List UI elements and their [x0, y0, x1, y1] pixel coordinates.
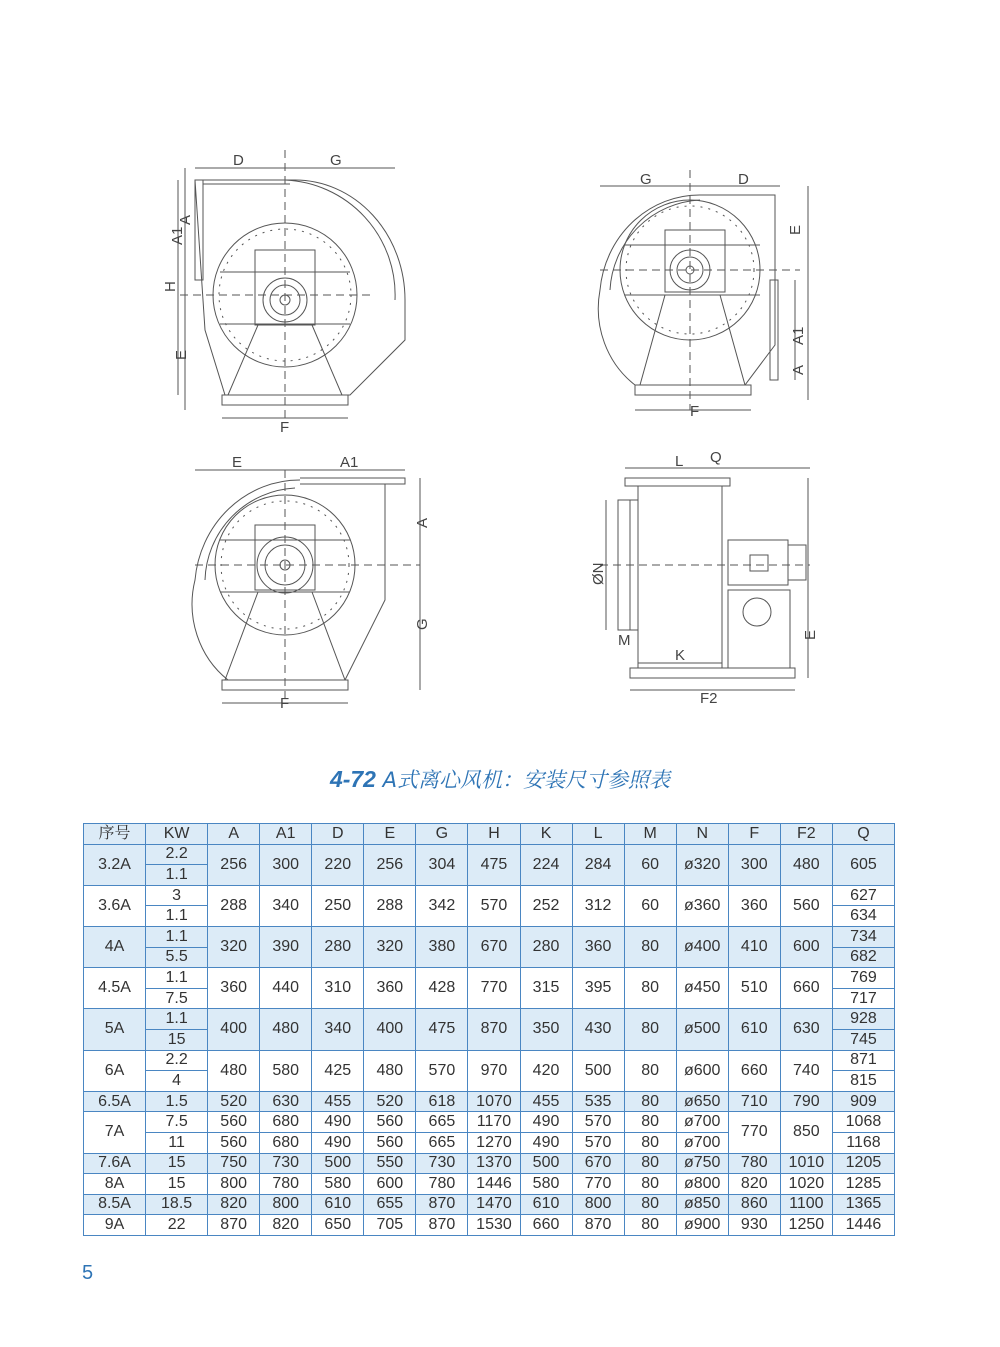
table-cell: 1.1 [146, 865, 208, 886]
table-cell: 680 [260, 1132, 312, 1153]
table-cell: 870 [208, 1215, 260, 1236]
table-cell: 80 [624, 1112, 676, 1133]
table-cell: 300 [728, 844, 780, 885]
table-cell: ø700 [676, 1132, 728, 1153]
column-header: 序号 [84, 824, 146, 845]
table-cell: 655 [364, 1194, 416, 1215]
table-cell: 630 [780, 1009, 832, 1050]
table-cell: 390 [260, 926, 312, 967]
table-cell: 342 [416, 885, 468, 926]
drawing-bottom-left [192, 470, 420, 703]
table-cell: 780 [416, 1174, 468, 1195]
row-index: 8.5A [84, 1194, 146, 1215]
dim-label-d-tr: D [738, 171, 749, 188]
table-cell: 770 [468, 968, 520, 1009]
table-row [84, 1194, 895, 1215]
table-cell: 455 [312, 1091, 364, 1112]
dim-label-d: D [233, 152, 244, 169]
table-cell: 610 [312, 1194, 364, 1215]
model-number: 4-72 [329, 766, 376, 792]
table-cell: 800 [572, 1194, 624, 1215]
table-title [0, 764, 1000, 794]
table-cell: 600 [780, 926, 832, 967]
table-cell: 256 [208, 844, 260, 885]
table-body [84, 844, 895, 1235]
table-cell: 220 [312, 844, 364, 885]
table-cell: 820 [728, 1174, 780, 1195]
table-cell: 440 [260, 968, 312, 1009]
table-cell: 605 [832, 844, 894, 885]
table-cell: 815 [832, 1071, 894, 1092]
table-cell: 425 [312, 1050, 364, 1091]
table-cell: 730 [260, 1153, 312, 1174]
table-cell: 224 [520, 844, 572, 885]
table-cell: 320 [208, 926, 260, 967]
table-cell: 930 [728, 1215, 780, 1236]
table-cell: 60 [624, 885, 676, 926]
table-cell: 500 [572, 1050, 624, 1091]
table-cell: 1370 [468, 1153, 520, 1174]
table-cell: 769 [832, 968, 894, 989]
table-cell: 360 [208, 968, 260, 1009]
table-cell: 600 [364, 1174, 416, 1195]
table-cell: ø400 [676, 926, 728, 967]
table-cell: 1.1 [146, 926, 208, 947]
table-cell: 80 [624, 1215, 676, 1236]
table-cell: 2.2 [146, 844, 208, 865]
table-cell: 535 [572, 1091, 624, 1112]
table-cell: 730 [416, 1153, 468, 1174]
table-cell: 1.1 [146, 906, 208, 927]
table-cell: 288 [364, 885, 416, 926]
dim-label-f-tr: F [690, 403, 700, 420]
table-cell: 1.1 [146, 1009, 208, 1030]
table-cell: 850 [780, 1112, 832, 1153]
table-cell: ø500 [676, 1009, 728, 1050]
column-header: F [728, 824, 780, 845]
table-cell: 280 [520, 926, 572, 967]
table-cell: 570 [572, 1132, 624, 1153]
column-header: H [468, 824, 520, 845]
table-cell: 610 [728, 1009, 780, 1050]
dim-label-a-tr: A [790, 364, 807, 375]
table-row [84, 968, 895, 989]
row-index: 9A [84, 1215, 146, 1236]
row-index: 6A [84, 1050, 146, 1091]
table-row [84, 1050, 895, 1071]
row-index: 7.6A [84, 1153, 146, 1174]
dim-label-a1-bl: A1 [340, 454, 359, 471]
table-cell: 745 [832, 1029, 894, 1050]
dim-label-a-bl: A [414, 517, 431, 528]
table-row [84, 1112, 895, 1133]
table-cell: 1.1 [146, 968, 208, 989]
row-index: 3.6A [84, 885, 146, 926]
dim-label-e-tr: E [787, 224, 804, 235]
table-cell: 250 [312, 885, 364, 926]
table-cell: 288 [208, 885, 260, 926]
dim-label-f-bl: F [280, 695, 290, 712]
table-cell: ø900 [676, 1215, 728, 1236]
row-index: 7A [84, 1112, 146, 1153]
table-cell: 734 [832, 926, 894, 947]
dim-label-e-br: E [802, 629, 819, 640]
table-cell: 312 [572, 885, 624, 926]
table-cell: 475 [416, 1009, 468, 1050]
table-cell: 650 [312, 1215, 364, 1236]
table-cell: 610 [520, 1194, 572, 1215]
table-cell: 80 [624, 1153, 676, 1174]
table-cell: 1530 [468, 1215, 520, 1236]
table-cell: 1170 [468, 1112, 520, 1133]
table-cell: 560 [364, 1112, 416, 1133]
table-cell: 750 [208, 1153, 260, 1174]
table-cell: 350 [520, 1009, 572, 1050]
table-cell: 520 [364, 1091, 416, 1112]
table-cell: 510 [728, 968, 780, 1009]
table-cell: 15 [146, 1153, 208, 1174]
column-header: A [208, 824, 260, 845]
table-cell: ø850 [676, 1194, 728, 1215]
column-header: F2 [780, 824, 832, 845]
table-cell: 1070 [468, 1091, 520, 1112]
table-cell: 360 [728, 885, 780, 926]
dim-label-g-bl: G [414, 618, 431, 630]
table-cell: 395 [572, 968, 624, 1009]
table-cell: 80 [624, 968, 676, 1009]
table-cell: 500 [312, 1153, 364, 1174]
table-header-row [84, 824, 895, 845]
table-cell: ø360 [676, 885, 728, 926]
table-cell: 710 [728, 1091, 780, 1112]
table-cell: 909 [832, 1091, 894, 1112]
table-cell: 570 [572, 1112, 624, 1133]
table-cell: 310 [312, 968, 364, 1009]
table-cell: 871 [832, 1050, 894, 1071]
table-cell: 428 [416, 968, 468, 1009]
page-number: 5 [82, 1262, 94, 1284]
table-cell: 1470 [468, 1194, 520, 1215]
drawing-top-right [598, 170, 808, 410]
row-index: 4.5A [84, 968, 146, 1009]
table-cell: 80 [624, 1091, 676, 1112]
table-cell: 560 [208, 1132, 260, 1153]
table-cell: 740 [780, 1050, 832, 1091]
table-cell: 1010 [780, 1153, 832, 1174]
table-cell: 304 [416, 844, 468, 885]
table-cell: 80 [624, 1132, 676, 1153]
table-cell: 800 [260, 1194, 312, 1215]
table-cell: 580 [260, 1050, 312, 1091]
table-cell: 280 [312, 926, 364, 967]
dim-label-e: E [173, 349, 190, 360]
table-cell: 870 [572, 1215, 624, 1236]
drawing-top-left [178, 150, 405, 420]
table-cell: 480 [260, 1009, 312, 1050]
table-cell: 682 [832, 947, 894, 968]
table-cell: 256 [364, 844, 416, 885]
dim-label-f2-br: F2 [700, 690, 718, 707]
table-cell: 15 [146, 1174, 208, 1195]
column-header: N [676, 824, 728, 845]
table-cell: 430 [572, 1009, 624, 1050]
table-cell: 1020 [780, 1174, 832, 1195]
table-cell: 410 [728, 926, 780, 967]
table-cell: 790 [780, 1091, 832, 1112]
table-cell: 400 [208, 1009, 260, 1050]
table-cell: 820 [260, 1215, 312, 1236]
table-cell: ø750 [676, 1153, 728, 1174]
dim-label-e-bl: E [232, 454, 243, 471]
table-row [84, 1174, 895, 1195]
column-header: A1 [260, 824, 312, 845]
table-cell: 770 [572, 1174, 624, 1195]
table-cell: 7.5 [146, 1112, 208, 1133]
table-cell: 80 [624, 1194, 676, 1215]
table-cell: 340 [260, 885, 312, 926]
row-index: 6.5A [84, 1091, 146, 1112]
table-cell: 928 [832, 1009, 894, 1030]
dim-label-q-br: Q [710, 449, 722, 466]
table-row [84, 844, 895, 865]
column-header: L [572, 824, 624, 845]
table-cell: 870 [416, 1215, 468, 1236]
table-cell: 360 [364, 968, 416, 1009]
table-cell: 5.5 [146, 947, 208, 968]
table-cell: ø700 [676, 1112, 728, 1133]
table-cell: 870 [416, 1194, 468, 1215]
table-row [84, 1009, 895, 1030]
table-cell: 800 [208, 1174, 260, 1195]
table-cell: ø320 [676, 844, 728, 885]
dimension-table [83, 823, 895, 1236]
table-cell: 780 [260, 1174, 312, 1195]
table-cell: 627 [832, 885, 894, 906]
table-cell: 400 [364, 1009, 416, 1050]
table-cell: 284 [572, 844, 624, 885]
dim-label-k-br: K [675, 647, 686, 664]
row-index: 3.2A [84, 844, 146, 885]
table-cell: 634 [832, 906, 894, 927]
row-index: 8A [84, 1174, 146, 1195]
table-cell: 1068 [832, 1112, 894, 1133]
table-cell: 252 [520, 885, 572, 926]
table-cell: 320 [364, 926, 416, 967]
table-cell: 1285 [832, 1174, 894, 1195]
table-cell: 770 [728, 1112, 780, 1153]
dim-label-n-br: ØN [590, 562, 607, 585]
table-cell: 580 [520, 1174, 572, 1195]
table-cell: 717 [832, 988, 894, 1009]
dim-label-g: G [330, 152, 342, 169]
table-cell: 15 [146, 1029, 208, 1050]
table-cell: 455 [520, 1091, 572, 1112]
table-cell: 1270 [468, 1132, 520, 1153]
table-cell: 665 [416, 1112, 468, 1133]
column-header: G [416, 824, 468, 845]
table-cell: 4 [146, 1071, 208, 1092]
table-cell: 490 [520, 1112, 572, 1133]
table-cell: 1250 [780, 1215, 832, 1236]
table-cell: 7.5 [146, 988, 208, 1009]
table-cell: 80 [624, 1050, 676, 1091]
column-header: K [520, 824, 572, 845]
table-cell: 550 [364, 1153, 416, 1174]
column-header: KW [146, 824, 208, 845]
table-cell: 480 [780, 844, 832, 885]
table-row [84, 1153, 895, 1174]
table-cell: 360 [572, 926, 624, 967]
row-index: 5A [84, 1009, 146, 1050]
table-cell: 1168 [832, 1132, 894, 1153]
table-cell: 665 [416, 1132, 468, 1153]
table-row [84, 1091, 895, 1112]
dim-label-a1: A1 [169, 226, 186, 245]
table-cell: 11 [146, 1132, 208, 1153]
table-cell: 1446 [468, 1174, 520, 1195]
table-cell: 80 [624, 926, 676, 967]
table-cell: 1100 [780, 1194, 832, 1215]
table-cell: 300 [260, 844, 312, 885]
table-cell: 380 [416, 926, 468, 967]
table-cell: 3 [146, 885, 208, 906]
table-cell: 480 [208, 1050, 260, 1091]
table-cell: 580 [312, 1174, 364, 1195]
table-cell: 18.5 [146, 1194, 208, 1215]
table-cell: 780 [728, 1153, 780, 1174]
table-cell: 705 [364, 1215, 416, 1236]
table-cell: 560 [780, 885, 832, 926]
column-header: E [364, 824, 416, 845]
table-cell: 570 [468, 885, 520, 926]
dim-label-m-br: M [618, 632, 631, 649]
dim-label-g-tr: G [640, 171, 652, 188]
dim-label-a: A [177, 214, 194, 225]
table-row [84, 885, 895, 906]
table-cell: 500 [520, 1153, 572, 1174]
table-cell: 660 [520, 1215, 572, 1236]
column-header: D [312, 824, 364, 845]
table-cell: 1205 [832, 1153, 894, 1174]
table-cell: ø650 [676, 1091, 728, 1112]
dim-label-f: F [280, 419, 290, 436]
table-cell: 970 [468, 1050, 520, 1091]
table-cell: 490 [312, 1132, 364, 1153]
table-cell: 480 [364, 1050, 416, 1091]
table-cell: ø450 [676, 968, 728, 1009]
table-row [84, 1215, 895, 1236]
drawing-bottom-right [600, 468, 810, 690]
table-row [84, 926, 895, 947]
table-cell: 340 [312, 1009, 364, 1050]
table-cell: 618 [416, 1091, 468, 1112]
table-cell: 475 [468, 844, 520, 885]
table-cell: 490 [312, 1112, 364, 1133]
row-index: 4A [84, 926, 146, 967]
table-cell: 820 [208, 1194, 260, 1215]
table-cell: 570 [416, 1050, 468, 1091]
table-cell: ø800 [676, 1174, 728, 1195]
table-cell: 80 [624, 1174, 676, 1195]
table-cell: 560 [364, 1132, 416, 1153]
table-cell: 520 [208, 1091, 260, 1112]
table-cell: 680 [260, 1112, 312, 1133]
title-text: A式离心风机：安装尺寸参照表 [382, 768, 671, 792]
dim-label-a1-tr: A1 [790, 326, 807, 345]
table-cell: 870 [468, 1009, 520, 1050]
table-cell: 80 [624, 1009, 676, 1050]
table-cell: 630 [260, 1091, 312, 1112]
table-cell: 670 [468, 926, 520, 967]
table-cell: 560 [208, 1112, 260, 1133]
table-cell: 860 [728, 1194, 780, 1215]
table-cell: 420 [520, 1050, 572, 1091]
table-cell: 1446 [832, 1215, 894, 1236]
dim-label-h: H [162, 281, 179, 292]
table-cell: 22 [146, 1215, 208, 1236]
table-cell: 490 [520, 1132, 572, 1153]
table-cell: 660 [780, 968, 832, 1009]
table-cell: 1365 [832, 1194, 894, 1215]
table-cell: ø600 [676, 1050, 728, 1091]
table-cell: 660 [728, 1050, 780, 1091]
column-header: Q [832, 824, 894, 845]
dim-label-l-br: L [675, 453, 684, 470]
table-cell: 670 [572, 1153, 624, 1174]
column-header: M [624, 824, 676, 845]
table-cell: 60 [624, 844, 676, 885]
table-cell: 2.2 [146, 1050, 208, 1071]
table-cell: 1.5 [146, 1091, 208, 1112]
table-cell: 315 [520, 968, 572, 1009]
